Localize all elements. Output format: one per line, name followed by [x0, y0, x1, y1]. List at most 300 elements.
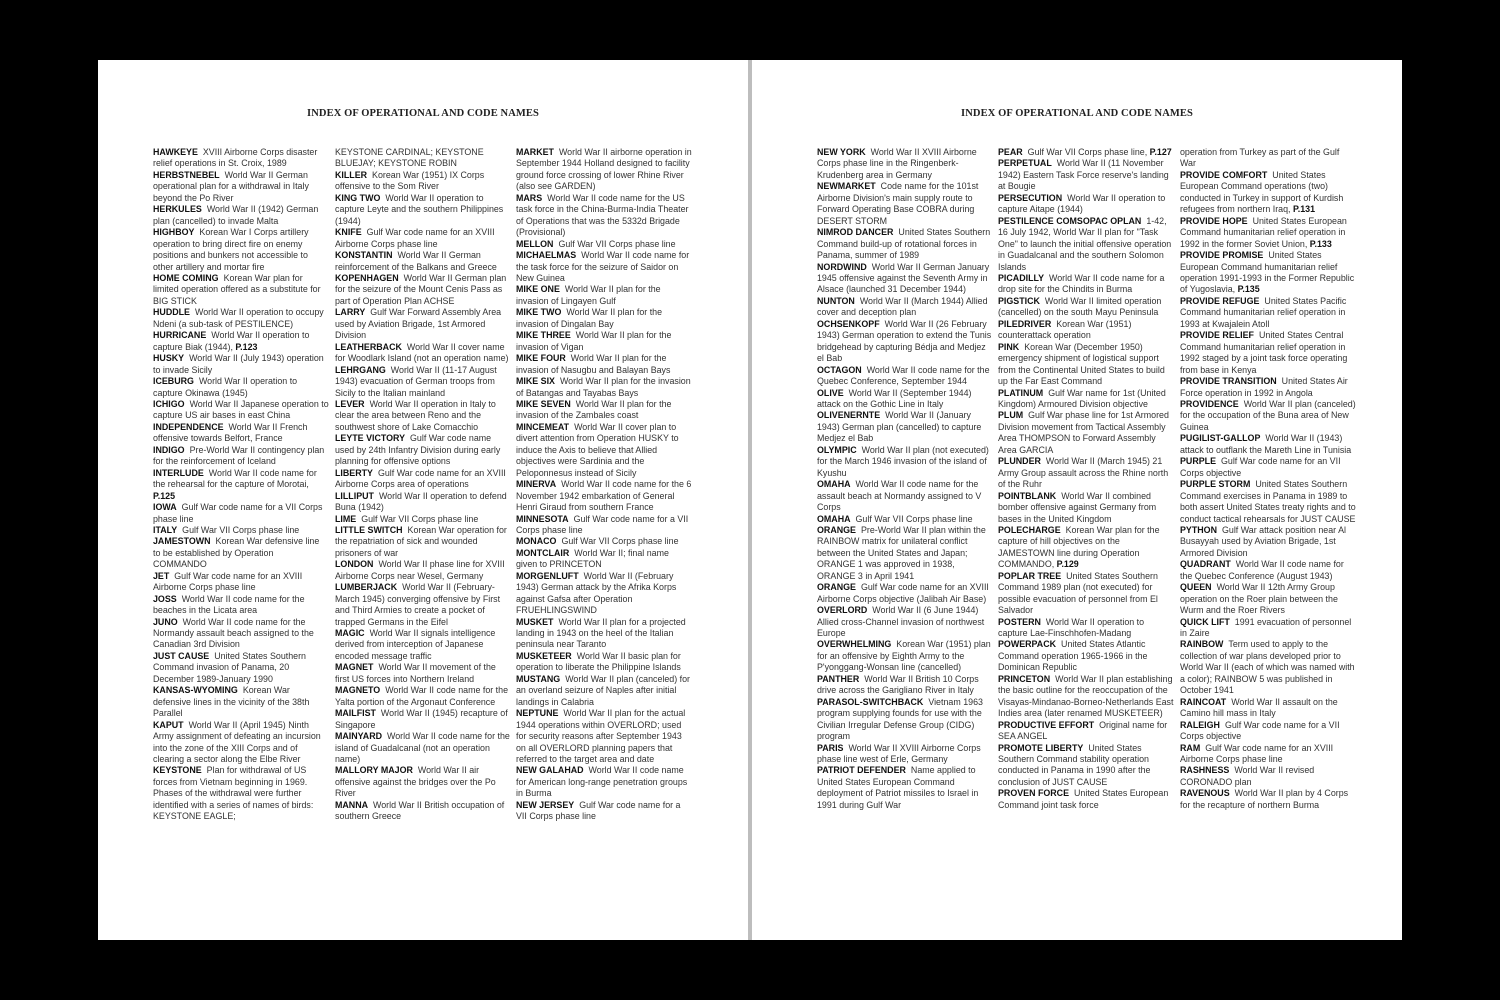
- index-entry: [1180, 720, 1356, 743]
- index-entry: [817, 514, 993, 525]
- entry-definition: World War II plan for the actual 1944 operations within OVERLORD; used for security reasons after September 1943 on all OVERLORD planning papers that referred to the target area and date: [516, 708, 686, 765]
- entry-term: HUDDLE: [153, 307, 190, 318]
- index-entry: [335, 662, 511, 685]
- index-entry: [335, 365, 511, 399]
- entry-definition: World War II German January 1945 offensive against the Seventh Army in Alsace (launched 31 December 1944): [817, 261, 990, 295]
- entry-definition: Original name for SEA ANGEL: [998, 719, 1168, 742]
- entry-term: PIGSTICK: [998, 295, 1040, 306]
- entry-definition: World War II (January 1943) German plan (cancelled) to capture Medjez el Bab: [817, 410, 982, 444]
- entry-definition: Korean War defensive lines in the vicinity of the 38th Parallel: [153, 685, 310, 719]
- index-entry: [998, 273, 1174, 296]
- entry-term: INTERLUDE: [153, 467, 204, 478]
- page-reference[interactable]: P.125: [153, 490, 176, 501]
- entry-definition: Korean War I Corps artillery operation to bring direct fire on enemy positions and bunkers not accessible to other artillery and mortar fire: [153, 227, 309, 272]
- index-entry: [153, 273, 329, 307]
- index-entry: [516, 250, 692, 284]
- index-entry: [153, 376, 329, 399]
- index-column: [516, 147, 692, 823]
- entry-term: OLYMPIC: [817, 444, 857, 455]
- index-entry: [516, 674, 692, 708]
- entry-definition: World War II (April 1945) Ninth Army assignment of defeating an incursion into the zone of the XIII Corps and of clearing a sector along the Elbe River: [153, 719, 321, 765]
- entry-definition: World War II plan for the invasion of Dingalan Bay: [516, 307, 663, 329]
- index-entry: [516, 571, 692, 617]
- entry-term: KEYSTONE: [153, 765, 202, 776]
- index-entry: [998, 617, 1174, 640]
- index-entry: [1180, 376, 1356, 399]
- left-page: [98, 60, 748, 940]
- index-entry: [153, 765, 329, 822]
- entry-term: MALLORY MAJOR: [335, 765, 413, 776]
- entry-definition: World War II French offensive towards Belfort, France: [153, 421, 308, 444]
- entry-term: NEPTUNE: [516, 708, 559, 719]
- entry-term: MARKET: [516, 147, 554, 157]
- entry-definition: World War II revised CORONADO plan: [1180, 765, 1315, 787]
- entry-definition: Code name for the 101st Airborne Division's main supply route to Forward Operating Base COBRA during DESERT STORM: [817, 181, 979, 226]
- entry-definition: Korean War plan for the capture of hill objectives on the JAMESTOWN line during Operation COMMANDO,: [998, 524, 1160, 570]
- index-entry: [335, 708, 511, 731]
- entry-definition: Korean War (December 1950) emergency shipment of logistical support from the Continental United States to build up the Far East Command: [998, 341, 1165, 387]
- entry-term: PLATINUM: [998, 387, 1044, 398]
- entry-definition: World War II (26 February 1943) German operation to extend the Tunis bridgehead by capturing Bédja and Medjez el Bab: [817, 318, 992, 364]
- index-entry: [998, 491, 1174, 525]
- index-entry: [998, 639, 1174, 673]
- entry-term: IOWA: [153, 502, 177, 513]
- entry-definition: United States Southern Command 1989 plan (not executed) for possible evacuation of personnel from El Salvador: [998, 570, 1158, 616]
- entry-definition: World War II plan for the invasion of Vigan: [516, 330, 672, 352]
- index-entry: [998, 388, 1174, 411]
- index-entry: [153, 204, 329, 227]
- entry-term: PARASOL-SWITCHBACK: [817, 696, 924, 707]
- entry-term: POSTERN: [998, 616, 1041, 627]
- index-entry: [1180, 170, 1356, 216]
- entry-term: QUICK LIFT: [1180, 616, 1230, 627]
- entry-term: OCHSENKOPF: [817, 318, 880, 329]
- entry-definition: Gulf War code name for a VII Corps phase line: [516, 513, 689, 535]
- index-entry: [153, 330, 329, 353]
- entry-term: MORGENLUFT: [516, 570, 579, 581]
- entry-definition: Korean War plan for limited operation offered as a substitute for BIG STICK: [153, 272, 321, 306]
- entry-definition: World War II plan establishing the basic outline for the reoccupation of the Visayas-Mindanao-Borneo-Netherlands East Indies area (later renamed MUSKETEER): [998, 673, 1174, 719]
- entry-definition: Gulf War code name for an XVIII Airborne Corps phase line: [1180, 742, 1334, 765]
- entry-definition: World War II basic plan for operation to liberate the Philippine Islands: [516, 650, 681, 673]
- entry-term: MINERVA: [516, 479, 557, 490]
- entry-term: ORANGE: [817, 524, 856, 535]
- entry-term: MIKE ONE: [516, 284, 560, 295]
- index-entry: [516, 147, 692, 193]
- entry-term: QUADRANT: [1180, 559, 1231, 570]
- entry-definition: United States European Command humanitarian relief operation in 1992 in the former Soviet Union,: [1180, 215, 1347, 249]
- entry-term: LIME: [335, 513, 357, 524]
- entry-definition: Gulf War code name for a VII Corps phase line: [516, 799, 681, 822]
- entry-term: PINK: [998, 341, 1020, 352]
- entry-definition: World War II German operational plan for a withdrawal in Italy beyond the Po River: [153, 169, 309, 203]
- entry-term: RALEIGH: [1180, 719, 1220, 730]
- index-entry: [153, 170, 329, 204]
- index-column: [153, 147, 329, 823]
- index-entry: [998, 147, 1174, 158]
- index-entry: [516, 422, 692, 479]
- entry-term: MONTCLAIR: [516, 547, 570, 558]
- index-entry: [516, 514, 692, 537]
- index-column: [1180, 147, 1356, 811]
- entry-term: ORANGE: [817, 582, 856, 593]
- index-entry: [1180, 765, 1356, 788]
- entry-definition: United States Air Force operation in 1992 in Angola: [1180, 376, 1348, 398]
- index-column: [335, 147, 511, 823]
- entry-definition: World War II (September 1944) attack on the Gothic Line in Italy: [817, 387, 972, 409]
- entry-definition: World War II code name for the rehearsal for the capture of Morotai,: [153, 467, 317, 490]
- entry-definition: World War II plan (canceled) for an overland seizure of Naples after initial landings in Calabria: [516, 673, 691, 707]
- entry-term: PLUNDER: [998, 456, 1041, 467]
- index-entry: [998, 525, 1174, 571]
- page-reference[interactable]: P.127: [1149, 147, 1172, 157]
- entry-term: LEYTE VICTORY: [335, 433, 406, 444]
- entry-definition: World War II XVIII Airborne Corps phase line in the Ringenberk-Krudenberg area in Germany: [817, 147, 977, 180]
- entry-term: KAPUT: [153, 719, 184, 730]
- entry-term: MICHAELMAS: [516, 250, 577, 261]
- index-entry: [817, 479, 993, 513]
- entry-term: KNIFE: [335, 227, 362, 238]
- index-entry: [1180, 250, 1356, 296]
- entry-term: RAINBOW: [1180, 639, 1224, 650]
- entry-definition: United States Pacific Command humanitarian relief operation in 1993 at Kwajalein Atoll: [1180, 295, 1347, 329]
- entry-term: MARS: [516, 192, 543, 203]
- entry-definition: 1-42, 16 July 1942, World War II plan for "Task One" to launch the initial offensive operation in Guadalcanal and the southern Solomon Islands: [998, 215, 1172, 272]
- index-entry: [817, 582, 993, 605]
- index-entry: [335, 273, 511, 307]
- entry-definition: Vietnam 1963 program supplying founds for use with the Civilian Irregular Defense Group (CIDG) program: [817, 696, 983, 742]
- entry-definition: Plan for withdrawal of US forces from Vietnam beginning in 1969. Phases of the withdrawal were further identified with a series of names of birds: KEYSTONE EAGLE;: [153, 765, 314, 822]
- entry-definition: Gulf War code name for an XVIII Airborne Corps phase line: [335, 227, 495, 249]
- index-entry: [335, 559, 511, 582]
- entry-term: MIKE SEVEN: [516, 398, 571, 409]
- index-entry: [153, 720, 329, 766]
- entry-definition: World War II (11 November 1942) Eastern Task Force reserve's landing at Bougie: [998, 158, 1169, 192]
- entry-term: HURRICANE: [153, 330, 207, 341]
- index-entry: [817, 296, 993, 319]
- entry-term: HERBSTNEBEL: [153, 169, 220, 180]
- entry-definition: World War II cover name for Woodlark Island (not an operation name): [335, 341, 509, 364]
- index-entry: [153, 307, 329, 330]
- index-entry: [1180, 479, 1356, 525]
- entry-term: PESTILENCE COMSOPAC OPLAN: [998, 215, 1142, 226]
- entry-definition: World War II (1945) recapture of Singapore: [335, 708, 508, 730]
- entry-definition: XVIII Airborne Corps disaster relief operations in St. Croix, 1989: [153, 147, 318, 169]
- entry-term: PRINCETON: [998, 673, 1051, 684]
- entry-term: OMAHA: [817, 513, 851, 524]
- entry-term: LUMBERJACK: [335, 582, 398, 593]
- entry-term: RASHNESS: [1180, 765, 1230, 776]
- entry-term: MAGNETO: [335, 685, 381, 696]
- entry-definition: World War II plan (canceled) for the occupation of the Buna area of New Guinea: [1180, 398, 1356, 432]
- entry-term: JUNO: [153, 616, 178, 627]
- entry-definition: World War II operation to capture Biak (1944),: [153, 330, 310, 352]
- entry-term: MINNESOTA: [516, 513, 569, 524]
- entry-definition: Pre-World War II contingency plan for the reinforcement of Iceland: [153, 444, 325, 467]
- index-entry: [153, 617, 329, 651]
- index-entry: [1180, 456, 1356, 479]
- index-entry: [516, 307, 692, 330]
- entry-definition: World War II operation in Italy to clear the area between Reno and the southwest shore of Lake Comacchio: [335, 398, 496, 432]
- entry-term: MIKE FOUR: [516, 353, 566, 364]
- entry-term: RAINCOAT: [1180, 696, 1227, 707]
- entry-term: HUSKY: [153, 353, 185, 364]
- entry-term: PROVIDE RELIEF: [1180, 330, 1254, 341]
- entry-term: PERPETUAL: [998, 158, 1052, 169]
- entry-definition: United States Southern Command invasion of Panama, 20 December 1989-January 1990: [153, 650, 306, 684]
- entry-definition: World War II operation to capture Lae-Finschhofen-Madang: [998, 616, 1145, 639]
- index-entry: [153, 468, 329, 502]
- index-entry: [335, 491, 511, 514]
- index-entry: [817, 410, 993, 444]
- entry-definition: Gulf War VII Corps phase line: [855, 513, 973, 524]
- entry-definition: Term used to apply to the collection of war plans developed prior to World War II (each of which was named with a color); RAINBOW 5 was published in October 1941: [1180, 639, 1355, 696]
- index-entry: [817, 365, 993, 388]
- index-entry: [335, 514, 511, 525]
- entry-definition: World War II cover plan to divert attention from Operation HUSKY to induce the Axis to believe that Allied objectives were Sardinia and the Peloponnesus instead of Sicily: [516, 421, 679, 478]
- entry-term: PROVIDE TRANSITION: [1180, 376, 1277, 387]
- entry-definition: 1991 evacuation of personnel in Zaire: [1180, 616, 1352, 639]
- entry-definition: United States Atlantic Command operation 1965-1966 in the Dominican Republic: [998, 639, 1148, 673]
- entry-definition: KEYSTONE CARDINAL; KEYSTONE BLUEJAY; KEYSTONE ROBIN: [335, 147, 484, 169]
- index-entry: [335, 433, 511, 467]
- index-entry: [817, 262, 993, 296]
- index-entry: [1180, 743, 1356, 766]
- entry-definition: World War II operation to occupy Ndeni (a sub-task of PESTILENCE): [153, 307, 324, 329]
- entry-term: HERKULES: [153, 204, 202, 215]
- index-entry: [998, 720, 1174, 743]
- entry-term: MAINYARD: [335, 731, 383, 742]
- entry-term: LEATHERBACK: [335, 341, 402, 352]
- entry-definition: Gulf War code name used by 24th Infantry Division during early planning for offensive options: [335, 433, 501, 467]
- entry-definition: World War II operation to capture Okinawa (1945): [153, 376, 298, 398]
- page-reference[interactable]: P.133: [1309, 238, 1332, 249]
- entry-term: PROVIDENCE: [1180, 398, 1239, 409]
- index-entry: [516, 548, 692, 571]
- entry-definition: Gulf War name for 1st (United Kingdom) Armoured Division objective: [998, 387, 1166, 409]
- entry-definition: United States Central Command humanitarian relief operation in 1992 staged by a joint task force operating from base in Kenya: [1180, 330, 1348, 375]
- entry-term: MELLON: [516, 238, 554, 249]
- entry-term: MIKE THREE: [516, 330, 571, 341]
- index-entry: [817, 319, 993, 365]
- entry-definition: World War II assault on the Camino hill mass in Italy: [1180, 696, 1338, 719]
- entry-term: LONDON: [335, 559, 374, 570]
- index-entry: [998, 571, 1174, 617]
- entry-term: JET: [153, 570, 170, 581]
- entry-definition: Gulf War VII Corps phase line,: [1027, 147, 1150, 157]
- entry-definition: World War II limited operation (cancelled) on the south Mayu Peninsula: [998, 295, 1162, 318]
- index-entry: [516, 239, 692, 250]
- index-entry: [153, 399, 329, 422]
- entry-definition: Gulf War VII Corps phase line: [561, 536, 679, 547]
- index-entry: [516, 284, 692, 307]
- entry-definition: Gulf War VII Corps phase line: [361, 513, 479, 524]
- index-entry: [335, 525, 511, 559]
- entry-definition: World War II British occupation of southern Greece: [335, 799, 505, 822]
- entry-term: ICHIGO: [153, 398, 185, 409]
- index-entry: [817, 639, 993, 673]
- entry-definition: United States European Command joint task force: [998, 788, 1169, 810]
- entry-definition: Gulf War VII Corps phase line: [558, 238, 676, 249]
- entry-term: PROVIDE HOPE: [1180, 215, 1248, 226]
- entry-term: OLIVENERNTE: [817, 410, 881, 421]
- index-entry: [516, 651, 692, 674]
- entry-term: LITTLE SWITCH: [335, 524, 403, 535]
- index-entry: [1180, 639, 1356, 696]
- index-entry: [998, 674, 1174, 720]
- entry-term: OVERWHELMING: [817, 639, 892, 650]
- index-entry: [817, 227, 993, 261]
- entry-term: ITALY: [153, 524, 178, 535]
- index-entry: [998, 216, 1174, 273]
- entry-term: QUEEN: [1180, 582, 1212, 593]
- index-entry: [153, 147, 329, 170]
- entry-definition: World War II code name for the beaches in the Licata area: [153, 593, 305, 616]
- index-entry: [1180, 617, 1356, 640]
- entry-definition: World War II XVIII Airborne Corps phase line west of Erle, Germany: [817, 742, 981, 765]
- index-entry: [335, 468, 511, 491]
- entry-term: HOME COMING: [153, 272, 219, 283]
- entry-term: OCTAGON: [817, 364, 862, 375]
- entry-term: MONACO: [516, 536, 557, 547]
- entry-term: NEWMARKET: [817, 181, 876, 192]
- entry-term: PILEDRIVER: [998, 318, 1052, 329]
- entry-definition: World War II (11-17 August 1943) evacuation of German troops from Sicily to the Italian mainland: [335, 364, 497, 398]
- entry-definition: World War II code name for the 6 November 1942 embarkation of General Henri Giraud from southern France: [516, 479, 692, 513]
- entry-term: RAM: [1180, 742, 1201, 753]
- index-entry: [1180, 697, 1356, 720]
- entry-term: LARRY: [335, 307, 366, 318]
- index-entry: [153, 571, 329, 594]
- entry-definition: World War II code name for the Quebec Conference, September 1944: [817, 364, 990, 387]
- index-entry: [335, 399, 511, 433]
- entry-term: MIKE SIX: [516, 376, 555, 387]
- index-entry: [817, 147, 993, 181]
- index-entry: [1180, 788, 1356, 811]
- entry-term: PURPLE STORM: [1180, 479, 1251, 490]
- entry-term: PEAR: [998, 147, 1023, 157]
- index-entry: [153, 651, 329, 685]
- entry-term: KING TWO: [335, 192, 381, 203]
- right-page: [752, 60, 1402, 940]
- entry-definition: World War II operation to capture Leyte and the southern Philippines (1944): [335, 192, 504, 226]
- entry-term: JUST CAUSE: [153, 650, 210, 661]
- entry-term: PYTHON: [1180, 524, 1217, 535]
- entry-term: KONSTANTIN: [335, 250, 393, 261]
- index-entry: [817, 605, 993, 639]
- entry-definition: Korean War operation for the repatriation of sick and wounded prisoners of war: [335, 524, 507, 558]
- entry-definition: United States Southern Command exercises in Panama in 1989 to both assert United States treaty rights and to conduct tactical rehearsals for JUST CAUSE: [1180, 479, 1356, 524]
- entry-definition: World War II Japanese operation to capture US air bases in east China: [153, 398, 329, 421]
- entry-definition: Gulf War code name for an XVIII Airborne Corps phase line: [153, 570, 303, 593]
- entry-definition: World War II operation to capture Aitape (1944): [998, 192, 1166, 215]
- entry-term: HAWKEYE: [153, 147, 198, 157]
- entry-definition: United States European Command operations (two) conducted in Turkey in support of Kurdish refugees from northern Iraq,: [1180, 169, 1344, 215]
- index-entry: [516, 765, 692, 799]
- index-entry: [998, 342, 1174, 388]
- entry-term: PERSECUTION: [998, 192, 1063, 203]
- entry-term: PICADILLY: [998, 272, 1045, 283]
- index-entry: [153, 422, 329, 445]
- index-entry: [817, 525, 993, 582]
- index-entry: [516, 193, 692, 239]
- entry-term: ICEBURG: [153, 376, 194, 387]
- entry-term: PROVIDE COMFORT: [1180, 169, 1268, 180]
- entry-term: MINCEMEAT: [516, 421, 570, 432]
- entry-term: POINTBLANK: [998, 490, 1057, 501]
- entry-term: LEVER: [335, 398, 365, 409]
- index-entry: [1180, 296, 1356, 330]
- page-reference[interactable]: P.129: [1056, 559, 1079, 570]
- entry-definition: Gulf War code name for an XVIII Airborne Corps area of operations: [335, 467, 506, 490]
- index-entry: [516, 353, 692, 376]
- entry-definition: World War II code name for the island of Guadalcanal (not an operation name): [335, 731, 510, 765]
- index-entry: [998, 788, 1174, 811]
- entry-definition: World War II phase line for XVIII Airborne Corps near Wesel, Germany: [335, 559, 505, 581]
- index-entry: [998, 410, 1174, 456]
- index-entry: [516, 399, 692, 422]
- entry-term: MUSKETEER: [516, 650, 572, 661]
- index-entry: [1180, 433, 1356, 456]
- entry-definition: World War II (February-March 1945) converging offensive by First and Third Armies to create a pocket of trapped Germans in the Eifel: [335, 582, 501, 627]
- entry-term: PRODUCTIVE EFFORT: [998, 719, 1095, 730]
- entry-definition: World War II code name for American long-range penetration groups in Burma: [516, 765, 688, 799]
- page-reference[interactable]: P.131: [1292, 204, 1316, 215]
- index-entry: [998, 158, 1174, 192]
- entry-definition: Korean War (1951) plan for an offensive by Eighth Army to the P'yonggang-Wonsan line (cancelled): [817, 639, 991, 673]
- entry-definition: World War II (1943) attack to outflank the Mareth Line in Tunisia: [1180, 433, 1352, 455]
- entry-term: NIMROD DANCER: [817, 227, 894, 238]
- entry-definition: World War II code name for the task force for the seizure of Saidor on New Guinea: [516, 250, 690, 283]
- entry-definition: World War II (March 1944) Allied cover and deception plan: [817, 295, 988, 318]
- entry-term: MIKE TWO: [516, 307, 562, 318]
- entry-definition: World War II airborne operation in September 1944 Holland designed to facility ground force crossing of lower Rhine River (also see GARDEN): [516, 147, 692, 192]
- entry-definition: World War II code name for the Yalta portion of the Argonaut Conference: [335, 685, 509, 707]
- entry-definition: World War II signals intelligence derived from interception of Japanese encoded message traffic: [335, 628, 496, 661]
- entry-term: NEW YORK: [817, 147, 866, 157]
- entry-term: KANSAS-WYOMING: [153, 685, 238, 696]
- entry-term: PLUM: [998, 410, 1024, 421]
- entry-definition: Gulf War code name for an VII Corps objective: [1180, 456, 1341, 478]
- entry-definition: Gulf War attack position near Al Busayyah used by Aviation Brigade, 1st Armored Division: [1180, 524, 1346, 558]
- index-entry: [1180, 147, 1356, 170]
- entry-definition: Name applied to United States European Command deployment of Patriot missiles to Israel in 1991 during Gulf War: [817, 765, 979, 810]
- entry-definition: World War II code name for the US task force in the China-Burma-India Theater of Operations that was the 5332d Brigade (Provisional): [516, 192, 689, 238]
- entry-definition: United States European Command humanitarian relief operation 1991-1993 in the Former Republic of Yugoslavia,: [1180, 250, 1355, 295]
- index-entry: [153, 353, 329, 376]
- entry-definition: Korean War defensive line to be established by Operation COMMANDO: [153, 536, 320, 570]
- entry-term: KOPENHAGEN: [335, 272, 399, 283]
- entry-term: PUGILIST-GALLOP: [1180, 433, 1261, 444]
- index-entry: [1180, 330, 1356, 376]
- entry-term: NEW JERSEY: [516, 799, 575, 810]
- entry-term: MUSKET: [516, 616, 554, 627]
- entry-term: KILLER: [335, 169, 368, 180]
- index-entry: [516, 617, 692, 651]
- index-entry: [153, 525, 329, 536]
- entry-definition: World War II (July 1943) operation to invade Sicily: [153, 353, 324, 375]
- index-entry: [998, 319, 1174, 342]
- entry-term: NEW GALAHAD: [516, 765, 584, 776]
- page-reference[interactable]: P.123: [235, 341, 258, 352]
- index-entry: [335, 582, 511, 628]
- index-entry: [516, 800, 692, 823]
- index-entry: [153, 594, 329, 617]
- index-entry: [817, 697, 993, 743]
- index-entry: [817, 765, 993, 811]
- page-reference[interactable]: P.135: [1237, 284, 1260, 295]
- entry-term: POWERPACK: [998, 639, 1057, 650]
